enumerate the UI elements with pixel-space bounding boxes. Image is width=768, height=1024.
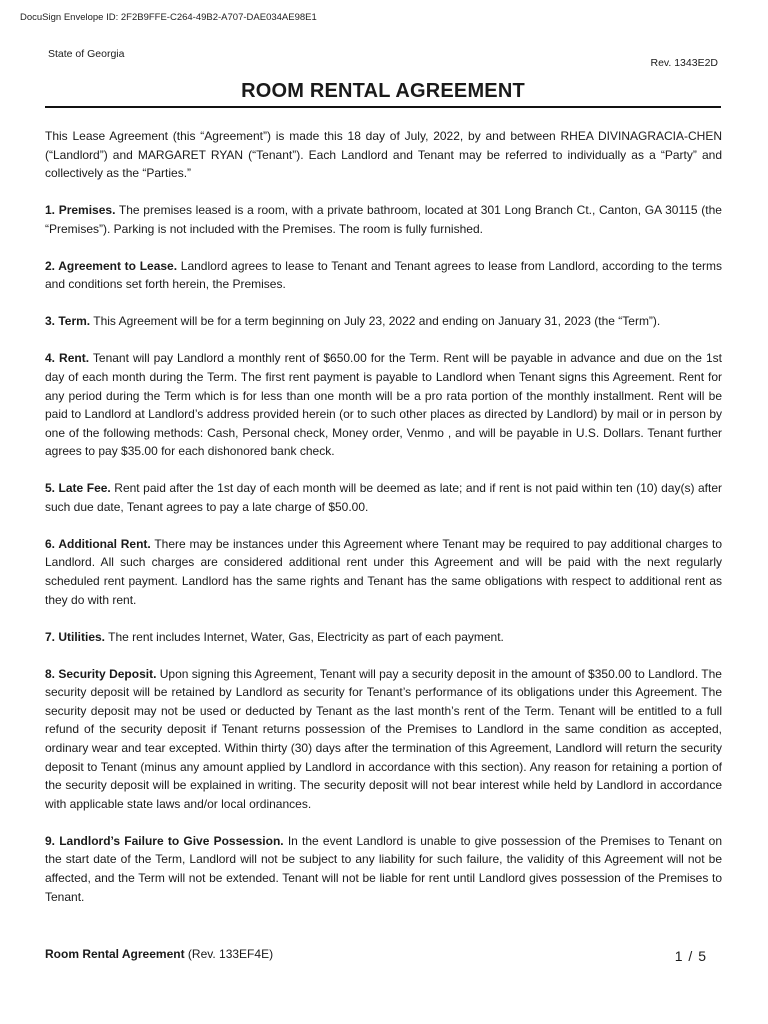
section-term (45, 312, 722, 331)
revision-label: Rev. 1343E2D (650, 57, 718, 69)
page-number: 1 / 5 (674, 948, 707, 964)
section-text: The rent includes Internet, Water, Gas, Electricity as part of each payment. (108, 629, 504, 644)
section-rent (45, 349, 722, 461)
section-text: Landlord agrees to lease to Tenant and Tenant agrees to lease from Landlord, according to the terms and conditions set forth herein, the Premises. (45, 258, 722, 292)
section-text: There may be instances under this Agreement where Tenant may be required to pay additional charges to Landlord. All such charges are considered additional rent under this Agreement and will be paid with the next regularly scheduled rent payment. Landlord has the same rights and Tenant has the same obligations with respect to additional rent as they do with rent. (45, 536, 723, 607)
section-text: Tenant will pay Landlord a monthly rent of $650.00 for the Term. Rent will be payable in advance and due on the 1st day of each month during the Term. The first rent payment is payable to Landlord when Tenant signs this Agreement. Rent for any period during the Term which is for less than one month will be a pro rata portion of the monthly installment. Rent will be paid to Landlord at Landlord’s address provided herein (or to such other places as directed by Landlord) by mail or in person by one of the following methods: Cash, Personal check, Money order, Venmo , and will be payable in U.S. Dollars. Tenant further agrees to pay $35.00 for each dishonored bank check. (45, 351, 723, 459)
section-additional-rent (45, 535, 722, 609)
footer-document-name (45, 947, 273, 961)
section-security-deposit (45, 665, 722, 814)
section-text: This Agreement will be for a term beginning on July 23, 2022 and ending on January 31, 2023 (the “Term”). (93, 314, 661, 329)
section-text: In the event Landlord is unable to give possession of the Premises to Tenant on the start date of the Term, Landlord will not be subject to any liability for such failure, the validity of this Agreement will not be affected, and the Term will not be extended. Tenant will not be liable for rent until Landlord gives possession of the Premises to Tenant. (45, 833, 722, 904)
section-heading: 6. Additional Rent. (45, 536, 151, 551)
agreement-body (45, 127, 722, 925)
section-late-fee (45, 479, 722, 516)
section-heading: 4. Rent. (45, 351, 90, 366)
footer-title: Room Rental Agreement (45, 947, 185, 961)
section-heading: 7. Utilities. (45, 629, 106, 644)
section-premises (45, 201, 722, 238)
section-heading: 8. Security Deposit. (45, 666, 157, 681)
section-heading: 2. Agreement to Lease. (45, 258, 178, 273)
section-heading: 5. Late Fee. (45, 481, 111, 496)
section-heading: 9. Landlord’s Failure to Give Possession. (45, 833, 284, 848)
section-heading: 1. Premises. (45, 203, 116, 218)
section-utilities (45, 628, 722, 647)
section-agreement-to-lease (45, 257, 722, 294)
section-text: The premises leased is a room, with a private bathroom, located at 301 Long Branch Ct., Canton, GA 30115 (the “Premises”). Parking is not included with the Premises. The room is fully furnished. (45, 203, 722, 236)
section-heading: 3. Term. (45, 314, 91, 329)
docusign-envelope-id: DocuSign Envelope ID: 2F2B9FFE-C264-49B2-A707-DAE034AE98E1 (20, 12, 317, 23)
document-title: ROOM RENTAL AGREEMENT (241, 80, 525, 102)
state-label: State of Georgia (48, 48, 125, 60)
section-text: Rent paid after the 1st day of each month will be deemed as late; and if rent is not paid within ten (10) day(s) after such due date, Tenant agrees to pay a late charge of $50.00. (45, 481, 722, 514)
title-divider (45, 106, 721, 108)
footer-revision: (Rev. 133EF4E) (187, 947, 274, 961)
intro-paragraph: This Lease Agreement (this “Agreement”) is made this 18 day of July, 2022, by and between RHEA DIVINAGRACIA-CHEN (“Landlord”) and MARGARET RYAN (“Tenant”). Each Landlord and Tenant may be referred to individually as a “Party” and collectively as the “Parties.” (45, 129, 722, 181)
section-text: Upon signing this Agreement, Tenant will pay a security deposit in the amount of $350.00 to Landlord. The security deposit will be retained by Landlord as security for Tenant’s performance of its obligations under this Agreement. The security deposit may not be used or deducted by Tenant as the last month’s rent of the Term. Tenant will be entitled to a full refund of the security deposit if Tenant returns possession of the Premises to Landlord in the same condition as accepted, ordinary wear and tear excepted. Within thirty (30) days after the termination of this Agreement, Landlord will return the security deposit to Tenant (minus any amount applied by Landlord in accordance with this section). Any reason for retaining a portion of the security deposit will be explained in writing. The security deposit will not bear interest while held by Landlord in accordance with applicable state laws and/or local ordinances. (45, 666, 722, 811)
section-failure-to-give-possession (45, 832, 722, 906)
